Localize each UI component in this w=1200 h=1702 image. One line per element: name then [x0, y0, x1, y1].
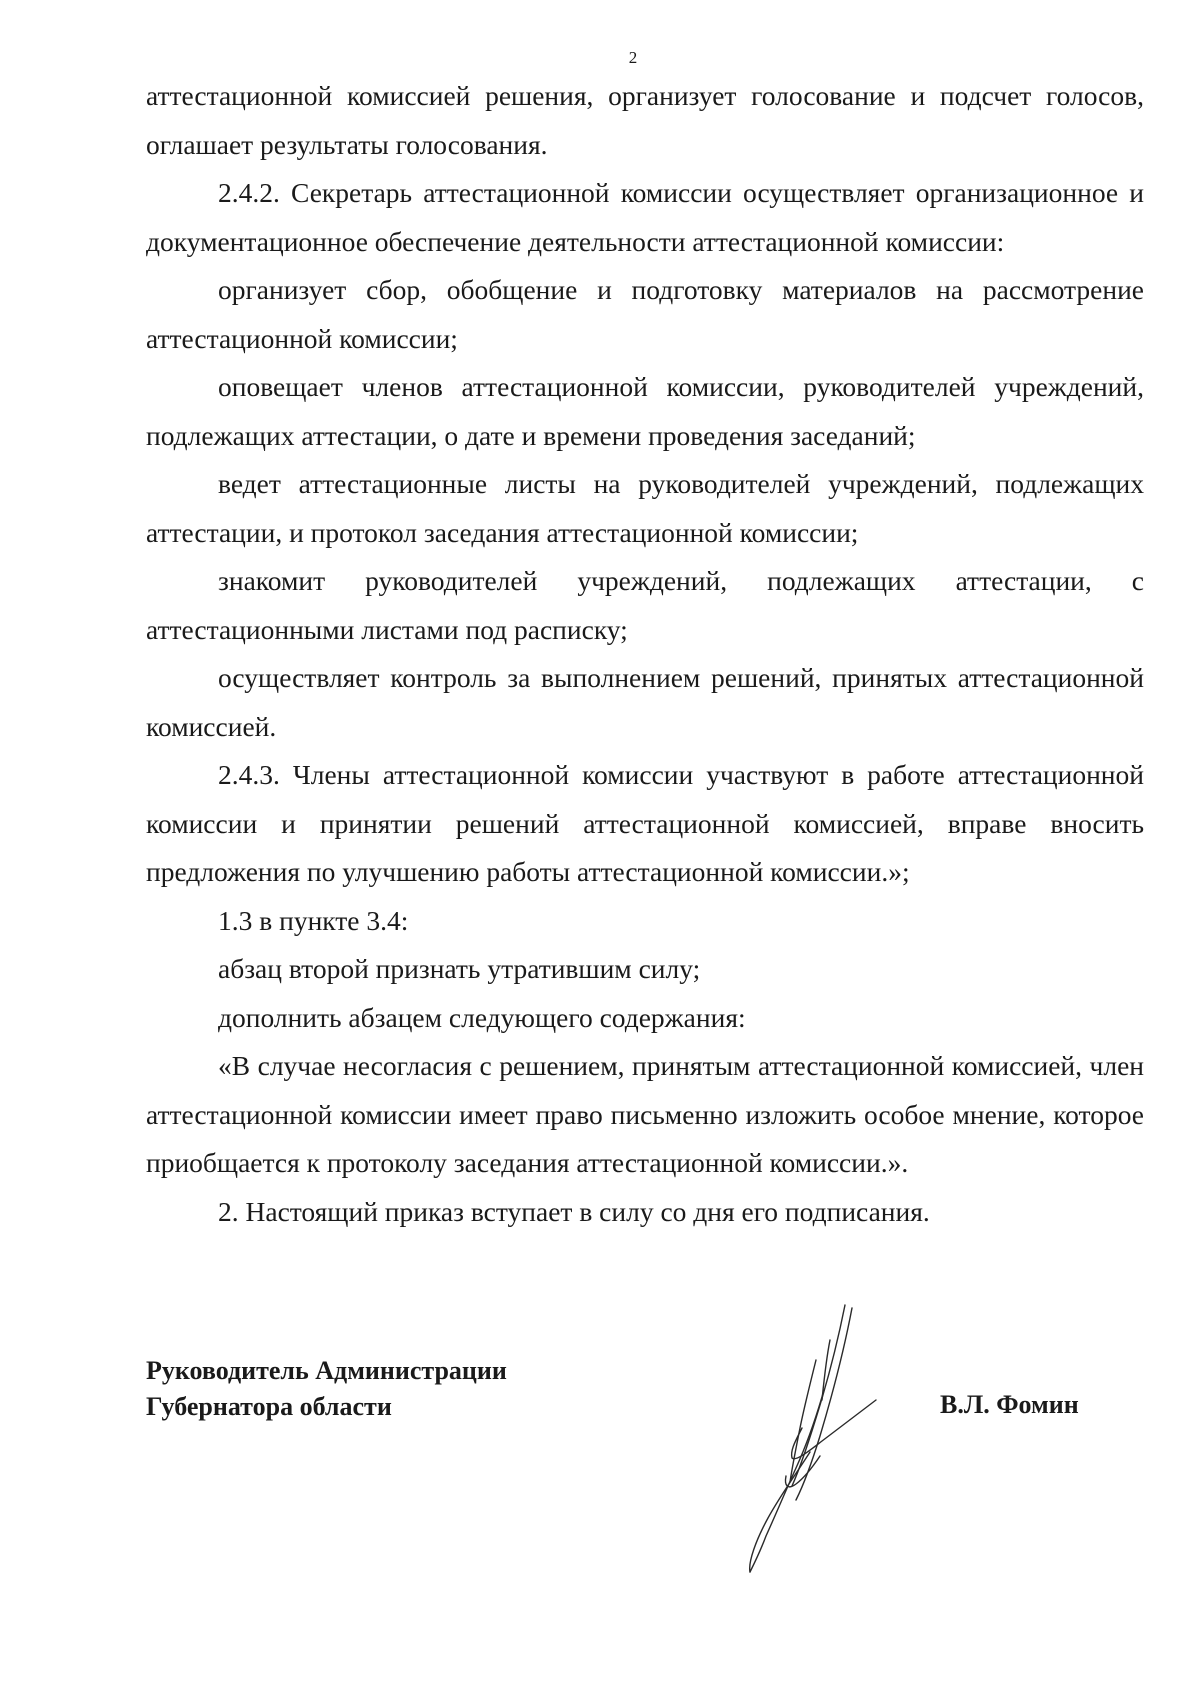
paragraph: 2.4.3. Члены аттестационной комиссии участвуют в работе аттестационной комиссии и принятии решений аттестационной комиссией, вправе вносить предложения по улучшению работы аттестационной комиссии.»; [146, 759, 1144, 887]
paragraph: аттестационной комиссией решения, организует голосование и подсчет голосов, оглашает результаты голосования. [146, 80, 1144, 160]
paragraph: знакомит руководителей учреждений, подлежащих аттестации, с аттестационными листами под расписку; [146, 565, 1144, 645]
signer-name: В.Л. Фомин [940, 1390, 1079, 1419]
signer-position [146, 1353, 507, 1425]
signer-position-line: Губернатора области [146, 1392, 392, 1421]
paragraph: «В случае несогласия с решением, принятым аттестационной комиссией, член аттестационной комиссии имеет право письменно изложить особое мнение, которое приобщается к протоколу заседания аттестационной комиссии.». [146, 1050, 1144, 1178]
document-body [146, 72, 1144, 1236]
handwritten-signature [720, 1300, 880, 1580]
paragraph: организует сбор, обобщение и подготовку материалов на рассмотрение аттестационной комиссии; [146, 274, 1144, 354]
paragraph: 1.3 в пункте 3.4: [218, 904, 409, 936]
paragraph: 2. Настоящий приказ вступает в силу со дня его подписания. [218, 1195, 930, 1227]
paragraph: оповещает членов аттестационной комиссии, руководителей учреждений, подлежащих аттестации, о дате и времени проведения заседаний; [146, 371, 1144, 451]
signer-position-line: Руководитель Администрации [146, 1356, 507, 1385]
paragraph: дополнить абзацем следующего содержания: [218, 1001, 746, 1033]
paragraph: осуществляет контроль за выполнением решений, принятых аттестационной комиссией. [146, 662, 1144, 742]
page-number: 2 [628, 48, 638, 67]
paragraph: абзац второй признать утратившим силу; [218, 953, 701, 984]
paragraph: ведет аттестационные листы на руководителей учреждений, подлежащих аттестации, и протокол заседания аттестационной комиссии; [146, 468, 1144, 548]
paragraph: 2.4.2. Секретарь аттестационной комиссии осуществляет организационное и документационное обеспечение деятельности аттестационной комиссии: [146, 177, 1144, 257]
